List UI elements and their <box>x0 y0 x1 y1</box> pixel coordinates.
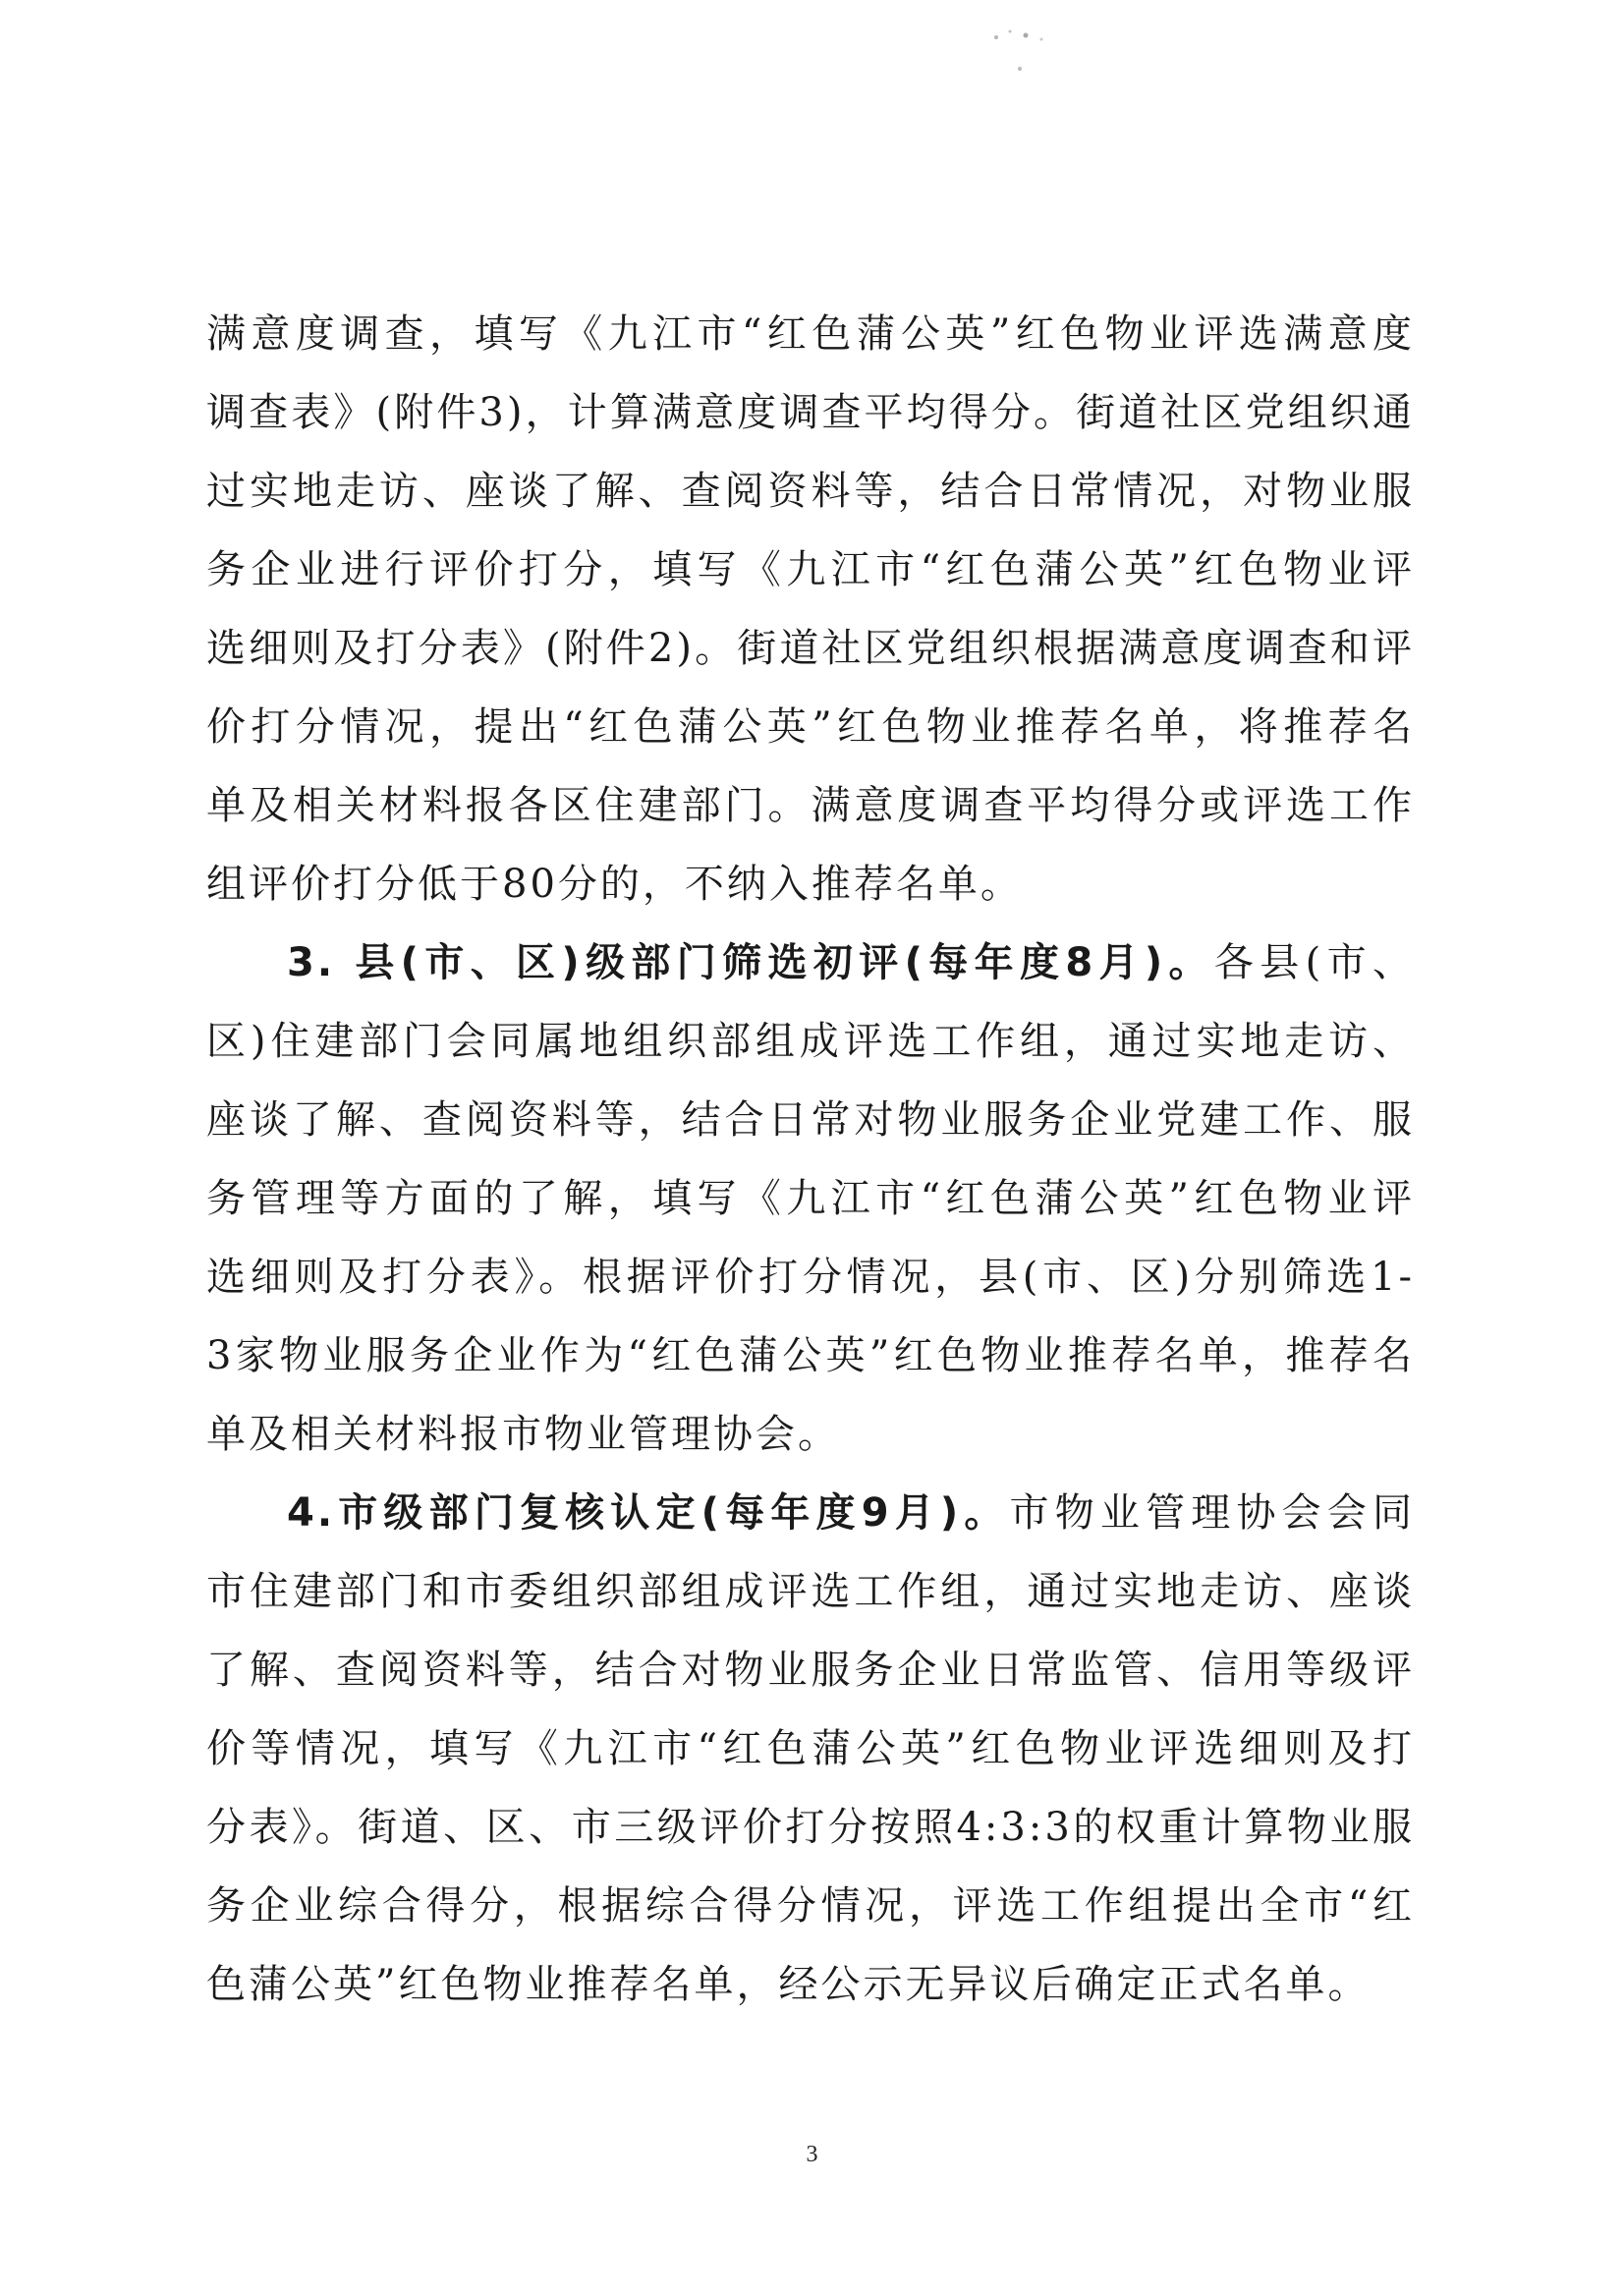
text-line: 价等情况，填写《九江市“红色蒲公英”红色物业评选细则及打 <box>206 1726 1415 1771</box>
text-line: 选细则及打分表》。根据评价打分情况，县(市、区)分别筛选1- <box>206 1255 1415 1300</box>
text-line <box>206 1474 1415 1552</box>
text-line: 务企业进行评价打分，填写《九江市“红色蒲公英”红色物业评 <box>206 547 1415 592</box>
section-heading-3: 3. 县(市、区)级部门筛选初评(每年度8月)。 <box>287 940 1214 985</box>
text-fragment: 各县(市、 <box>1213 940 1415 985</box>
text-line: 区)住建部门会同属地组织部组成评选工作组，通过实地走访、 <box>206 1019 1415 1064</box>
text-line: 3家物业服务企业作为“红色蒲公英”红色物业推荐名单，推荐名 <box>206 1333 1415 1378</box>
section-heading-4: 4.市级部门复核认定(每年度9月)。 <box>287 1490 1010 1536</box>
text-line: 务企业综合得分，根据综合得分情况，评选工作组提出全市“红 <box>206 1883 1415 1929</box>
text-line: 分表》。街道、区、市三级评价打分按照4:3:3的权重计算物业服 <box>206 1805 1415 1850</box>
body-text <box>206 295 1415 2024</box>
text-line: 单及相关材料报各区住建部门。满意度调查平均得分或评选工作 <box>206 783 1415 828</box>
text-line: 选细则及打分表》(附件2)。街道社区党组织根据满意度调查和评 <box>206 626 1415 671</box>
text-line: 组评价打分低于80分的，不纳入推荐名单。 <box>206 862 1023 907</box>
paragraph-city-review <box>206 1474 1415 2024</box>
paragraph-satisfaction <box>206 295 1415 924</box>
page-number: 3 <box>806 2142 818 2167</box>
text-line: 过实地走访、座谈了解、查阅资料等，结合日常情况，对物业服 <box>206 469 1415 514</box>
paragraph-county-review <box>206 924 1415 1474</box>
text-fragment: 市物业管理协会会同 <box>1009 1490 1415 1536</box>
text-line: 满意度调查，填写《九江市“红色蒲公英”红色物业评选满意度 <box>206 311 1415 357</box>
text-line: 市住建部门和市委组织部组成评选工作组，通过实地走访、座谈 <box>206 1569 1415 1614</box>
text-line: 色蒲公英”红色物业推荐名单，经公示无异议后确定正式名单。 <box>206 1962 1371 2007</box>
text-line: 价打分情况，提出“红色蒲公英”红色物业推荐名单，将推荐名 <box>206 704 1415 750</box>
text-line <box>206 924 1415 1002</box>
text-line: 单及相关材料报市物业管理协会。 <box>206 1412 840 1457</box>
text-line: 务管理等方面的了解，填写《九江市“红色蒲公英”红色物业评 <box>206 1176 1415 1221</box>
text-line: 了解、查阅资料等，结合对物业服务企业日常监管、信用等级评 <box>206 1648 1415 1693</box>
scan-specks <box>982 18 1061 86</box>
text-line: 座谈了解、查阅资料等，结合日常对物业服务企业党建工作、服 <box>206 1097 1415 1143</box>
text-line: 调查表》(附件3)，计算满意度调查平均得分。街道社区党组织通 <box>206 390 1415 435</box>
